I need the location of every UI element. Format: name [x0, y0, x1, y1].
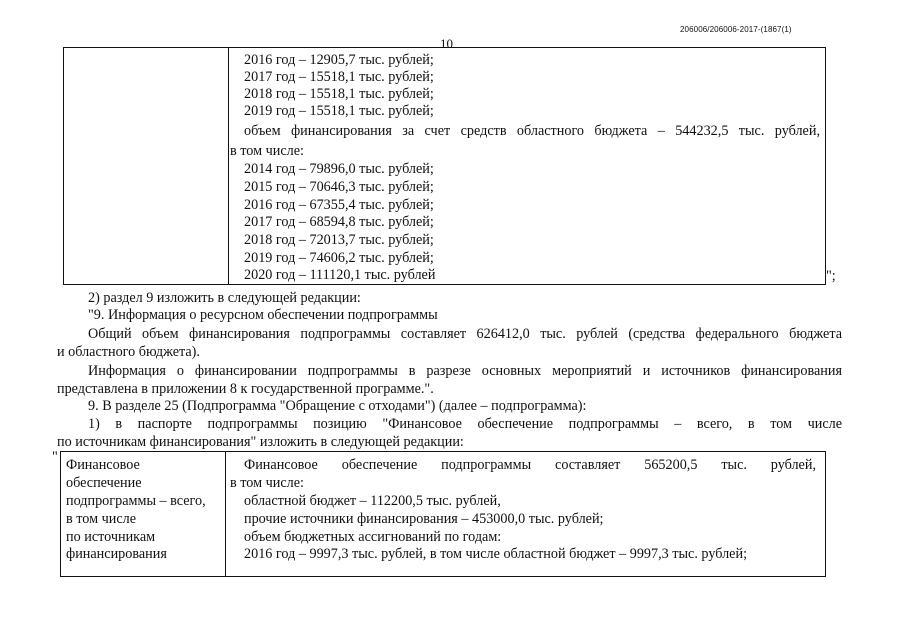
right-cell-funding-total: Финансовое обеспечение подпрограммы составляет 565200,5 тыс. рублей,: [244, 457, 816, 473]
page-number: 10: [440, 36, 453, 51]
year-line: 2020 год – 111120,1 тыс. рублей: [244, 267, 436, 283]
paragraph-total-funding-cont: и областного бюджета).: [57, 344, 200, 360]
year-line: 2015 год – 70646,3 тыс. рублей;: [244, 179, 434, 195]
year-line: 2016 год – 12905,7 тыс. рублей;: [244, 52, 434, 68]
right-cell-other-sources: прочие источники финансирования – 453000,0 тыс. рублей;: [244, 511, 604, 527]
left-cell-line: подпрограммы – всего,: [66, 493, 206, 509]
document-code: 206006/206006-2017-(1867(1): [680, 25, 792, 34]
left-cell-line: обеспечение: [66, 475, 142, 491]
paragraph-funding-info-cont: представлена в приложении 8 к государственной программе.".: [57, 381, 434, 397]
regional-funding-line: объем финансирования за счет средств областного бюджета – 544232,5 тыс. рублей,: [244, 123, 820, 139]
opening-quote: ": [52, 449, 58, 465]
year-line: 2016 год – 67355,4 тыс. рублей;: [244, 197, 434, 213]
paragraph-section9-title: "9. Информация о ресурсном обеспечении подпрограммы: [88, 307, 438, 323]
funding-table-continued: [63, 47, 826, 285]
right-cell-regional-budget: областной бюджет – 112200,5 тыс. рублей,: [244, 493, 501, 509]
right-cell-year-2016: 2016 год – 9997,3 тыс. рублей, в том числе областной бюджет – 9997,3 тыс. рублей;: [244, 546, 748, 562]
right-cell-including: в том числе:: [230, 475, 304, 491]
year-line: 2014 год – 79896,0 тыс. рублей;: [244, 161, 434, 177]
left-cell-line: по источникам: [66, 529, 156, 545]
year-line: 2019 год – 15518,1 тыс. рублей;: [244, 103, 434, 119]
year-line: 2018 год – 72013,7 тыс. рублей;: [244, 232, 434, 248]
year-line: 2017 год – 15518,1 тыс. рублей;: [244, 69, 434, 85]
year-line: 2018 год – 15518,1 тыс. рублей;: [244, 86, 434, 102]
paragraph-section25: 9. В разделе 25 (Подпрограмма "Обращение с отходами") (далее – подпрограмма):: [88, 398, 587, 414]
paragraph-passport: 1) в паспорте подпрограммы позицию "Финансовое обеспечение подпрограммы – всего, в том числе: [88, 416, 842, 432]
paragraph-total-funding: Общий объем финансирования подпрограммы составляет 626412,0 тыс. рублей (средства федерального бюджета: [88, 326, 842, 342]
left-cell-line: в том числе: [66, 511, 137, 527]
left-cell-line: Финансовое: [66, 457, 140, 473]
paragraph-funding-info: Информация о финансировании подпрограммы в разрезе основных мероприятий и источников финансирования: [88, 363, 842, 379]
year-line: 2017 год – 68594,8 тыс. рублей;: [244, 214, 434, 230]
including-label: в том числе:: [230, 143, 304, 159]
right-cell-allocations: объем бюджетных ассигнований по годам:: [244, 529, 502, 545]
table-column-divider: [228, 48, 229, 284]
year-line: 2019 год – 74606,2 тыс. рублей;: [244, 250, 434, 266]
table-column-divider: [225, 452, 226, 576]
paragraph-passport-cont: по источникам финансирования" изложить в следующей редакции:: [57, 434, 464, 450]
left-cell-line: финансирования: [66, 546, 167, 562]
paragraph-section9-intro: 2) раздел 9 изложить в следующей редакции:: [88, 290, 361, 306]
closing-quote: ";: [826, 268, 836, 284]
